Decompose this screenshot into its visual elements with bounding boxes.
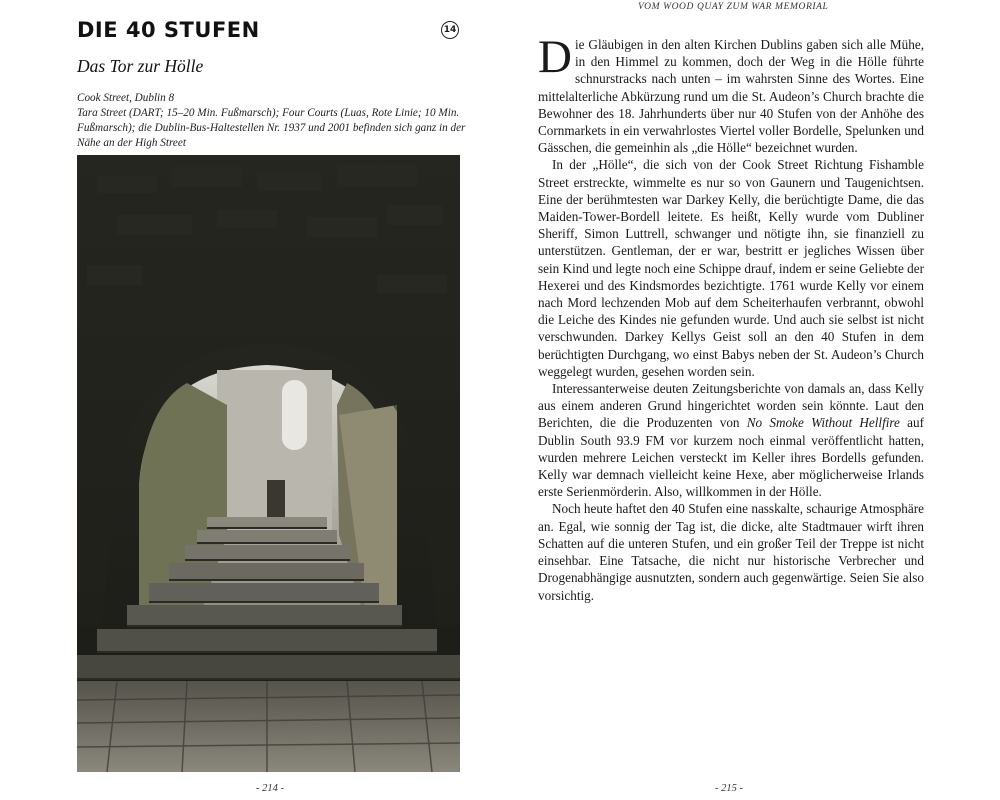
page-number-right: - 215 - xyxy=(715,783,743,794)
chapter-subtitle: Das Tor zur Hölle xyxy=(77,56,204,76)
right-page xyxy=(500,0,1000,800)
address-line: Cook Street, Dublin 8 xyxy=(77,92,175,104)
location-info xyxy=(77,91,467,151)
drop-cap: D xyxy=(538,31,572,83)
body-text xyxy=(538,31,925,604)
paragraph-2: In der „Hölle“, die sich von der Cook Street Richtung Fishamble Street erstreckte, wimmelte es nur so von Gaunern und Taugenichtsen. Eine der berühmtesten war Darkey Kelly, die berüchtigte Dame, die das Maiden-Tower-Bordell leitete. Es heißt, Kelly wurde vom Dubliner Sheriff, Simon Luttrell, schwanger und nötigte ihn, sie finanziell zu unterstützen. Gentleman, der er war, bestritt er jegliches Wissen über sein Kind und legte noch eine Schippe drauf, indem er seine Geliebte der Hexerei und des Kindsmordes bezichtigte. 1761 wurde Kelly vor einem nach Mord lechzenden Mob auf dem Scheiterhaufen verbrannt, obwohl die Leiche des Kindes nie gefunden wurde. Und auch sie selbst ist nicht verschwunden. Darkey Kellys Geist soll an den 40 Stufen in dem berüchtigten Durchgang, wo einst Babys neben der St. Audeon’s Church weggelegt wurden, gesehen worden sein. xyxy=(538,157,924,379)
running-head: VOM WOOD QUAY ZUM WAR MEMORIAL xyxy=(638,2,829,12)
stairs-archway-photo xyxy=(77,155,460,772)
paragraph-1: Die Gläubigen in den alten Kirchen Dublins gaben sich alle Mühe, in den Himmel zu kommen, doch der Weg in die Hölle führte schnurstracks nach unten – im wahrsten Sinne des Wortes. Eine mittelalterliche Abkürzung rund um die St. Audeon’s Church brachte die Bewohner des 18. Jahrhunderts über nur 40 Stufen von der Anhöhe des Cornmarkets in ein verwahrlostes Viertel voller Bordelle, Spelunken und Gässchen, die gemeinhin als „die Hölle“ bezeichnet wurden. xyxy=(538,31,924,156)
paragraph-4: Noch heute haftet den 40 Stufen eine nasskalte, schaurige Atmosphäre an. Egal, wie sonnig der Tag ist, die dicke, alte Stadtmauer wirft ihren Schatten auf die unteren Stufen, und ein großer Teil der Treppe ist nicht einsehbar. Eine Tatsache, die nicht nur historische Verbrecher und Drogenabhängige ausnutzten, sondern auch gegenwärtige. Seien Sie also vorsichtig. xyxy=(538,501,924,603)
paragraph-3: Interessanterweise deuten Zeitungsberichte von damals an, dass Kelly aus einem anderen Grund hingerichtet worden sein könnte. Laut den Berichten, die die Produzenten von No Smoke Without Hellfire auf Dublin South 93.9 FM vor kurzem noch einmal veröffentlicht hatten, wurden mehrere Leichen versteckt im Keller ihres Bordells gefunden. Kelly war demnach vielleicht keine Hexe, aber möglicherweise Irlands erste Serienmörderin. Also, willkommen in der Hölle. xyxy=(538,381,925,500)
chapter-number-badge: 14 xyxy=(441,21,459,39)
transport-line: Tara Street (DART; 15–20 Min. Fußmarsch); Four Courts (Luas, Rote Linie; 10 Min. Fußmarsch); die Dublin-Bus-Haltestellen Nr. 1937 und 2001 befinden sich ganz in der Nähe an der High Street xyxy=(77,107,466,149)
chapter-title: DIE 40 STUFEN xyxy=(77,18,260,42)
radio-show-title: No Smoke Without Hellfire xyxy=(746,415,900,431)
page-number-left: - 214 - xyxy=(256,783,284,794)
